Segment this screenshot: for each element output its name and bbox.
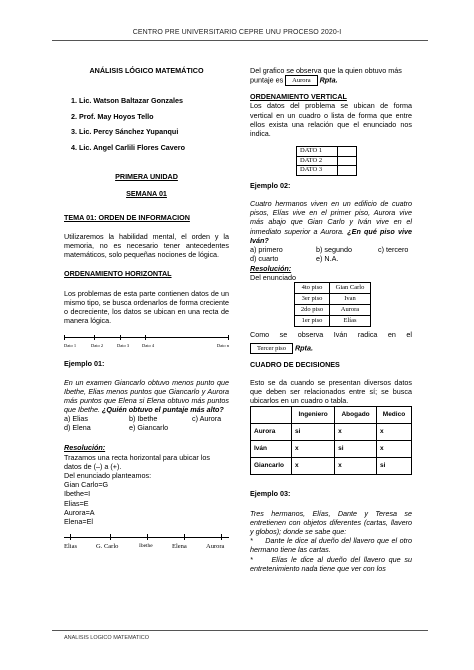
resolution-line: Elias=E xyxy=(64,498,89,508)
table-cell: x xyxy=(376,424,411,441)
table-header xyxy=(251,407,292,424)
number-line-1 xyxy=(64,333,229,351)
resolution-text: Trazamos una recta horizontal para ubicar los datos de (–) a (+). xyxy=(64,452,210,471)
resolution-title: Resolución: xyxy=(250,263,292,273)
intro-text: Utilizaremos la habilidad mental, el orden y la memoria, no es necesario tener antecedentes matemáticos, solo pequeñas nociones de lógica. xyxy=(64,231,229,260)
table-cell: Iván xyxy=(251,441,292,458)
example-1-text: En un examen Giancarlo obtuvo menos punto que Ibethe, Elias menos puntos que Giancarlo y Aurora más puntos que Elena si Elena obtuvo más puntos que Ibethe. ¿Quién obtuvo el puntaje más alto? xyxy=(64,377,229,415)
table-cell: x xyxy=(335,458,377,475)
option: b) Ibethe xyxy=(129,414,158,424)
number-line-label: Dato 4 xyxy=(142,343,155,349)
example-2-title: Ejemplo 02: xyxy=(250,180,291,190)
unit-title: PRIMERA UNIDAD xyxy=(115,172,178,182)
left-column xyxy=(64,66,229,552)
table-cell: 2do piso xyxy=(295,305,330,316)
table-cell: si xyxy=(292,424,335,441)
resolution-line: Ibethe=I xyxy=(64,489,91,499)
table-cell: DATO 2 xyxy=(297,156,338,166)
option: d) cuarto xyxy=(250,253,279,263)
table-header: Medico xyxy=(376,407,411,424)
author-item: 4. Lic. Angel Carlili Flores Cavero xyxy=(71,142,185,152)
number-line-label: Elena xyxy=(172,543,187,551)
table-cell: Aurora xyxy=(251,424,292,441)
page-header: CENTRO PRE UNIVERSITARIO CEPRE UNU PROCESO 2020-I xyxy=(132,29,342,36)
dato-table xyxy=(296,146,357,176)
option: a) Elias xyxy=(64,414,88,424)
topic-title: TEMA 01: ORDEN DE INFORMACION xyxy=(64,212,190,222)
option: c) Aurora xyxy=(192,414,222,424)
example-3-text: Tres hermanos, Elías, Dante y Teresa se entretienen con objetos diferentes (cartas, llavero y globos); donde se sabe que: xyxy=(250,508,412,536)
bullet-icon: * xyxy=(250,554,253,564)
resolution-line: Aurora=A xyxy=(64,507,95,517)
number-line-label: Ibethe xyxy=(139,543,153,550)
table-row xyxy=(297,166,357,176)
table-row xyxy=(251,458,412,475)
table-cell: x xyxy=(376,441,411,458)
example-1-question: ¿Quién obtuvo el puntaje más alto? xyxy=(101,405,224,415)
resolution-given: Del enunciado planteamos: xyxy=(64,471,152,481)
table-cell: Giancarlo xyxy=(251,458,292,475)
footer-rule xyxy=(52,630,428,631)
number-line-label: Elias xyxy=(64,543,77,551)
number-line-label: Dato 3 xyxy=(117,343,130,349)
table-cell: x xyxy=(292,441,335,458)
table-cell: 1er piso xyxy=(295,316,330,327)
option: e) N.A. xyxy=(316,253,339,263)
horizontal-text: Los problemas de esta parte contienen datos de un mismo tipo, se busca ordenarlos de forma creciente o decreciente, los datos se ubican en una recta de manera lógica. xyxy=(64,288,229,326)
observe-answer xyxy=(250,343,412,354)
example-2-text: Cuatro hermanos viven en un edificio de cuatro pisos, Elías vive en el primer piso, Aurora vive más abajo que Gian Carlo y Iván vive en el inmediato superior a Aurora. ¿En qué piso vive Iván? xyxy=(250,198,412,245)
answer-box: Tercer piso xyxy=(250,343,293,354)
table-cell: x xyxy=(335,424,377,441)
resolution-title: Resolución: xyxy=(64,443,106,453)
example-3-bullet: * Elías le dice al dueño del llavero que su entretenimiento nada tiene que ver con los xyxy=(250,554,412,573)
resolution-given: Del enunciado xyxy=(250,273,296,283)
answer-box: Aurora xyxy=(285,75,317,86)
table-cell: 4to piso xyxy=(295,283,330,294)
header-rule xyxy=(52,40,428,41)
resolution-line: Elena=El xyxy=(64,517,93,527)
table-row xyxy=(297,147,357,157)
option: d) Elena xyxy=(64,423,91,433)
author-item: 1. Lic. Watson Baltazar Gonzales xyxy=(71,96,183,106)
option: b) segundo xyxy=(316,244,352,254)
table-row xyxy=(295,305,371,316)
table-row xyxy=(295,283,371,294)
number-line-label: Dato 2 xyxy=(91,343,104,349)
example-2-question: ¿En qué piso vive Iván? xyxy=(250,226,412,245)
table-row xyxy=(295,294,371,305)
table-cell: x xyxy=(292,458,335,475)
table-cell: 3er piso xyxy=(295,294,330,305)
graph-conclusion: Del grafico se observa que la quien obtuvo más puntaje es Aurora Rpta. xyxy=(250,66,402,85)
number-line-2 xyxy=(64,532,229,552)
author-item: 3. Lic. Percy Sánchez Yupanqui xyxy=(71,127,179,137)
horizontal-heading: ORDENAMIENTO HORIZONTAL xyxy=(64,269,172,279)
table-cell: Elías xyxy=(330,316,371,327)
table-cell: DATO 3 xyxy=(297,166,338,176)
vertical-heading: ORDENAMIENTO VERTICAL xyxy=(250,92,347,102)
example-2-options xyxy=(250,245,412,264)
example-3-title: Ejemplo 03: xyxy=(250,489,291,499)
resolution-line: Gian Carlo=G xyxy=(64,480,109,490)
number-line-label: G. Carlo xyxy=(96,543,119,551)
table-row xyxy=(251,441,412,458)
option: e) Giancarlo xyxy=(129,423,169,433)
table-header: Ingeniero xyxy=(292,407,335,424)
decisions-heading: CUADRO DE DECISIONES xyxy=(250,359,340,369)
example-3-bullet: * Dante le dice al dueño del llavero que el otro hermano tiene las cartas. xyxy=(250,536,412,555)
example-1-title: Ejemplo 01: xyxy=(64,359,105,369)
table-cell: DATO 1 xyxy=(297,147,338,157)
author-item: 2. Prof. May Hoyos Tello xyxy=(71,111,154,121)
right-column xyxy=(250,66,412,573)
option: a) primero xyxy=(250,244,283,254)
doc-title: ANÁLISIS LÓGICO MATEMÁTICO xyxy=(89,66,204,75)
author-list xyxy=(64,93,229,155)
table-cell: si xyxy=(376,458,411,475)
option: c) tercero xyxy=(378,244,409,254)
table-row xyxy=(297,156,357,166)
decisions-table xyxy=(250,406,412,475)
page-footer: ANALISIS LOGICO MATEMATICO xyxy=(64,635,150,641)
table-cell: Aurora xyxy=(330,305,371,316)
table-row xyxy=(295,316,371,327)
floors-table xyxy=(294,282,371,327)
table-cell: si xyxy=(335,441,377,458)
table-row xyxy=(251,424,412,441)
week-title: SEMANA 01 xyxy=(126,189,167,199)
table-header: Abogado xyxy=(335,407,377,424)
table-cell: Ivan xyxy=(330,294,371,305)
rpta-label: Rpta. xyxy=(319,75,338,85)
decisions-text: Esto se da cuando se presentan diversos datos que deben ser relacionados entre sí; se busca ubicarlos en un cuadro o tabla. xyxy=(250,377,412,406)
number-line-label: Dato n xyxy=(216,343,229,349)
table-cell: Gian Carlo xyxy=(330,283,371,294)
bullet-icon: * xyxy=(250,536,253,546)
rpta-label: Rpta. xyxy=(294,342,313,352)
example-1-options xyxy=(64,414,229,433)
number-line-label: Dato 1 xyxy=(64,343,77,349)
vertical-text: Los datos del problema se ubican de forma vertical en un cuadro o lista de forma que entre ellos exista una relación que el enunciado nos indica. xyxy=(250,101,412,139)
observe-text: Como se observa Iván radica en el xyxy=(250,330,412,340)
table-header-row xyxy=(251,407,412,424)
number-line-label: Aurora xyxy=(206,543,225,551)
